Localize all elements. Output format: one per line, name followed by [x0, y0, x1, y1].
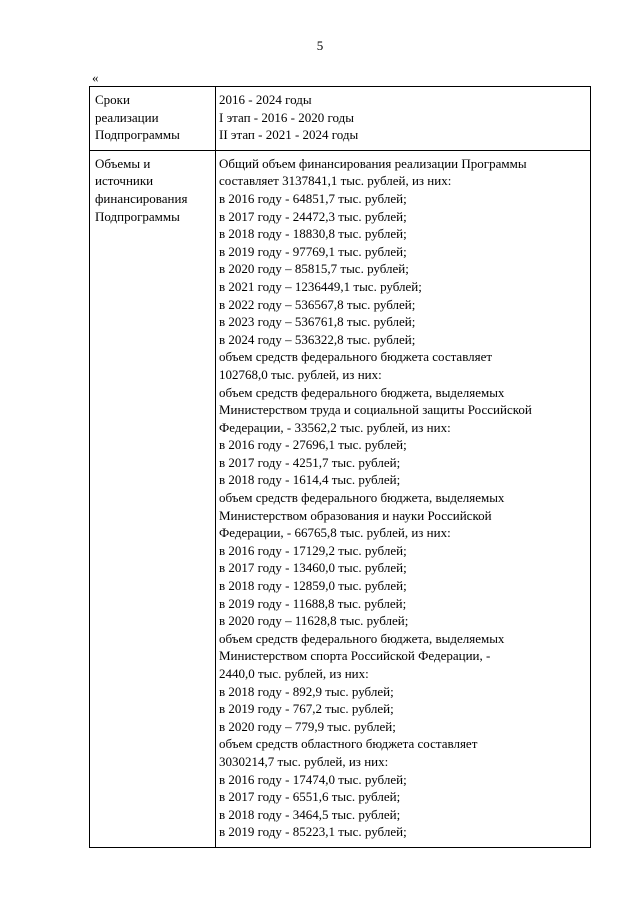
content-line: в 2019 году - 85223,1 тыс. рублей; [219, 824, 407, 840]
row-label-cell [90, 87, 216, 151]
content-line: объем средств федерального бюджета, выделяемых [219, 490, 505, 506]
content-line: в 2016 году - 27696,1 тыс. рублей; [219, 437, 407, 453]
row-content-cell [216, 87, 591, 151]
content-line: объем средств федерального бюджета, выделяемых [219, 384, 505, 400]
content-line: в 2022 году – 536567,8 тыс. рублей; [219, 296, 416, 312]
content-line: в 2016 году - 17474,0 тыс. рублей; [219, 771, 407, 787]
content-line: Министерством труда и социальной защиты Российской [219, 402, 532, 418]
table-row-implementation-period [90, 87, 591, 151]
opening-quote-mark: « [92, 70, 99, 85]
content-line: объем средств федерального бюджета, выделяемых [219, 630, 505, 646]
content-line: в 2018 году - 892,9 тыс. рублей; [219, 683, 394, 699]
content-line: в 2023 году – 536761,8 тыс. рублей; [219, 314, 416, 330]
content-line: в 2018 году - 3464,5 тыс. рублей; [219, 806, 401, 822]
label-line: реализации [95, 109, 159, 125]
label-line: финансирования [95, 190, 188, 206]
content-line: Федерации, - 66765,8 тыс. рублей, из них: [219, 525, 451, 541]
content-line: в 2016 году - 64851,7 тыс. рублей; [219, 190, 407, 206]
content-line: объем средств областного бюджета составляет [219, 736, 478, 752]
content-line: в 2017 году - 4251,7 тыс. рублей; [219, 454, 401, 470]
label-line: Подпрограммы [95, 208, 180, 224]
content-line: составляет 3137841,1 тыс. рублей, из них: [219, 173, 452, 189]
content-line: в 2019 году - 97769,1 тыс. рублей; [219, 243, 407, 259]
content-line: в 2016 году - 17129,2 тыс. рублей; [219, 542, 407, 558]
content-line: в 2018 году - 18830,8 тыс. рублей; [219, 226, 407, 242]
label-line: Подпрограммы [95, 127, 180, 143]
content-line: Министерством спорта Российской Федерации, - [219, 648, 491, 664]
label-line: источники [95, 173, 154, 189]
label-line: Объемы и [95, 155, 151, 171]
content-line: Федерации, - 33562,2 тыс. рублей, из них: [219, 419, 451, 435]
content-line: в 2017 году - 6551,6 тыс. рублей; [219, 789, 401, 805]
content-line: в 2017 году - 13460,0 тыс. рублей; [219, 560, 407, 576]
content-line: в 2020 году – 85815,7 тыс. рублей; [219, 261, 409, 277]
content-line: Общий объем финансирования реализации Программы [219, 155, 527, 171]
content-line: 102768,0 тыс. рублей, из них: [219, 366, 382, 382]
content-line: в 2019 году - 11688,8 тыс. рублей; [219, 595, 407, 611]
row-label-cell [90, 150, 216, 847]
content-line: в 2018 году - 12859,0 тыс. рублей; [219, 578, 407, 594]
page-number: 5 [316, 38, 324, 53]
content-line: в 2017 году - 24472,3 тыс. рублей; [219, 208, 407, 224]
content-line: 3030214,7 тыс. рублей, из них: [219, 753, 389, 769]
content-line: в 2020 году – 11628,8 тыс. рублей; [219, 613, 409, 629]
content-line: Министерством образования и науки Российской [219, 507, 492, 523]
row-content-cell [216, 150, 591, 847]
content-line: в 2018 году - 1614,4 тыс. рублей; [219, 472, 401, 488]
subprogram-passport-table [89, 86, 591, 848]
table-row-financing-volumes [90, 150, 591, 847]
content-line: в 2020 году – 779,9 тыс. рублей; [219, 718, 396, 734]
content-line: в 2021 году – 1236449,1 тыс. рублей; [219, 278, 422, 294]
content-line: 2016 - 2024 годы [219, 92, 312, 107]
content-line: в 2019 году - 767,2 тыс. рублей; [219, 701, 394, 717]
content-line: 2440,0 тыс. рублей, из них: [219, 666, 369, 681]
content-line: II этап - 2021 - 2024 годы [219, 127, 359, 143]
content-line: объем средств федерального бюджета составляет [219, 349, 493, 365]
content-line: I этап - 2016 - 2020 годы [219, 109, 354, 125]
label-line: Сроки [95, 92, 130, 107]
content-line: в 2024 году – 536322,8 тыс. рублей; [219, 331, 416, 347]
